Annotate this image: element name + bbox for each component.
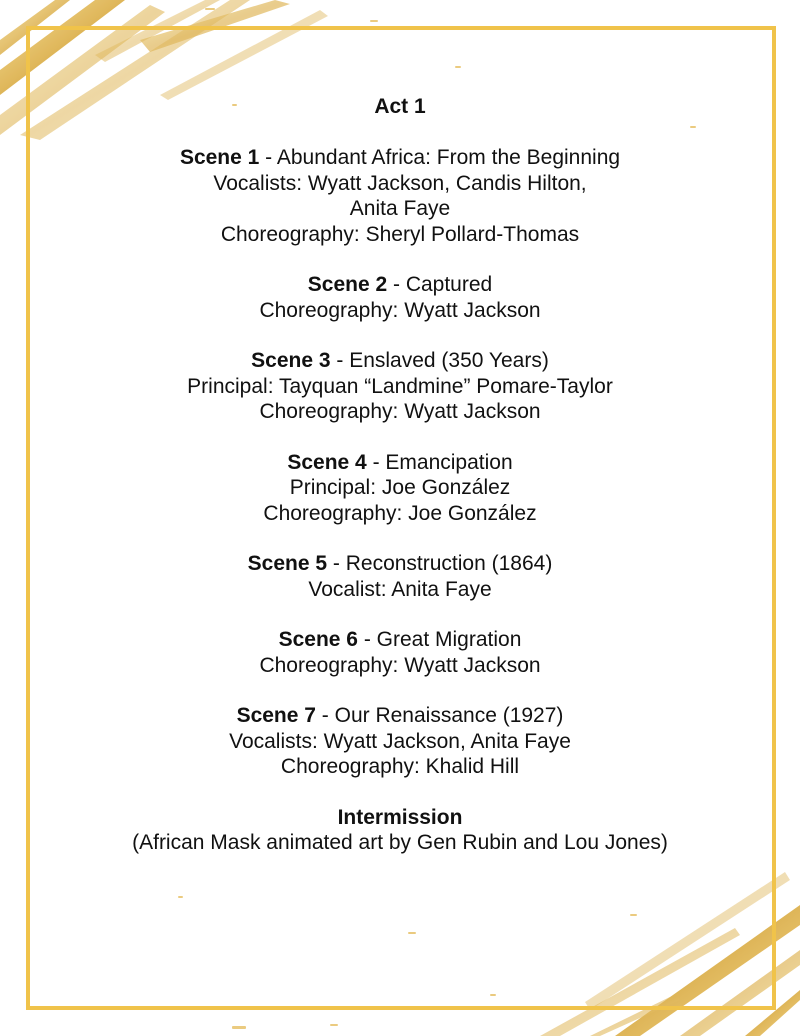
scene-credit: Anita Faye bbox=[349, 197, 451, 220]
scene-credit: Vocalists: Wyatt Jackson, Anita Faye bbox=[229, 729, 571, 753]
program-content bbox=[30, 93, 770, 856]
scene-separator: - bbox=[259, 146, 277, 169]
scene-separator: - bbox=[387, 273, 406, 296]
scene-credit: Principal: Joe González bbox=[289, 476, 511, 499]
scene-separator: - bbox=[327, 552, 346, 575]
scene-title: Great Migration bbox=[376, 628, 522, 651]
scene-title: Abundant Africa: From the Beginning bbox=[276, 146, 621, 169]
scene-credit: Choreography: Wyatt Jackson bbox=[259, 298, 541, 322]
scene-separator: - bbox=[357, 628, 377, 651]
scene-block bbox=[30, 450, 770, 527]
scene-title: Emancipation bbox=[385, 450, 513, 474]
scene-credit: Choreography: Sheryl Pollard-Thomas bbox=[220, 222, 580, 246]
intermission-note: (African Mask animated art by Gen Rubin and Lou Jones) bbox=[132, 831, 668, 854]
scene-heading bbox=[30, 450, 770, 476]
intermission-block bbox=[30, 805, 770, 856]
scene-title: Captured bbox=[405, 273, 493, 296]
scene-heading bbox=[30, 145, 770, 171]
scene-label: Scene 6 bbox=[278, 628, 358, 651]
scene-credit: Choreography: Wyatt Jackson bbox=[259, 653, 541, 677]
scene-credit: Vocalists: Wyatt Jackson, Candis Hilton, bbox=[213, 171, 587, 195]
scene-label: Scene 4 bbox=[287, 450, 367, 474]
scene-block bbox=[30, 348, 770, 425]
scene-credit: Choreography: Joe González bbox=[263, 501, 537, 525]
scene-block bbox=[30, 145, 770, 247]
scene-credit: Choreography: Khalid Hill bbox=[280, 755, 520, 778]
scene-heading bbox=[30, 551, 770, 577]
scene-heading bbox=[30, 627, 770, 653]
scene-label: Scene 2 bbox=[307, 273, 388, 296]
act-title: Act 1 bbox=[374, 95, 426, 118]
scene-credit: Principal: Tayquan “Landmine” Pomare-Taylor bbox=[187, 374, 613, 398]
scene-label: Scene 5 bbox=[247, 552, 328, 575]
intermission-title: Intermission bbox=[337, 805, 463, 829]
scene-title: Reconstruction (1864) bbox=[345, 552, 553, 575]
scene-credit: Choreography: Wyatt Jackson bbox=[259, 400, 541, 423]
scene-block bbox=[30, 703, 770, 780]
scene-block bbox=[30, 272, 770, 323]
scene-credit: Vocalist: Anita Faye bbox=[308, 577, 492, 601]
scene-title: Enslaved (350 Years) bbox=[349, 349, 549, 372]
scene-title: Our Renaissance (1927) bbox=[334, 704, 564, 727]
scene-block bbox=[30, 627, 770, 678]
scene-separator: - bbox=[330, 349, 350, 372]
scene-heading bbox=[30, 703, 770, 729]
scene-label: Scene 7 bbox=[236, 704, 316, 727]
scene-label: Scene 1 bbox=[179, 146, 260, 169]
scene-separator: - bbox=[315, 704, 335, 727]
scene-label: Scene 3 bbox=[251, 349, 331, 372]
scene-separator: - bbox=[366, 450, 386, 474]
scene-block bbox=[30, 551, 770, 602]
scene-heading bbox=[30, 272, 770, 298]
scene-heading bbox=[30, 348, 770, 374]
